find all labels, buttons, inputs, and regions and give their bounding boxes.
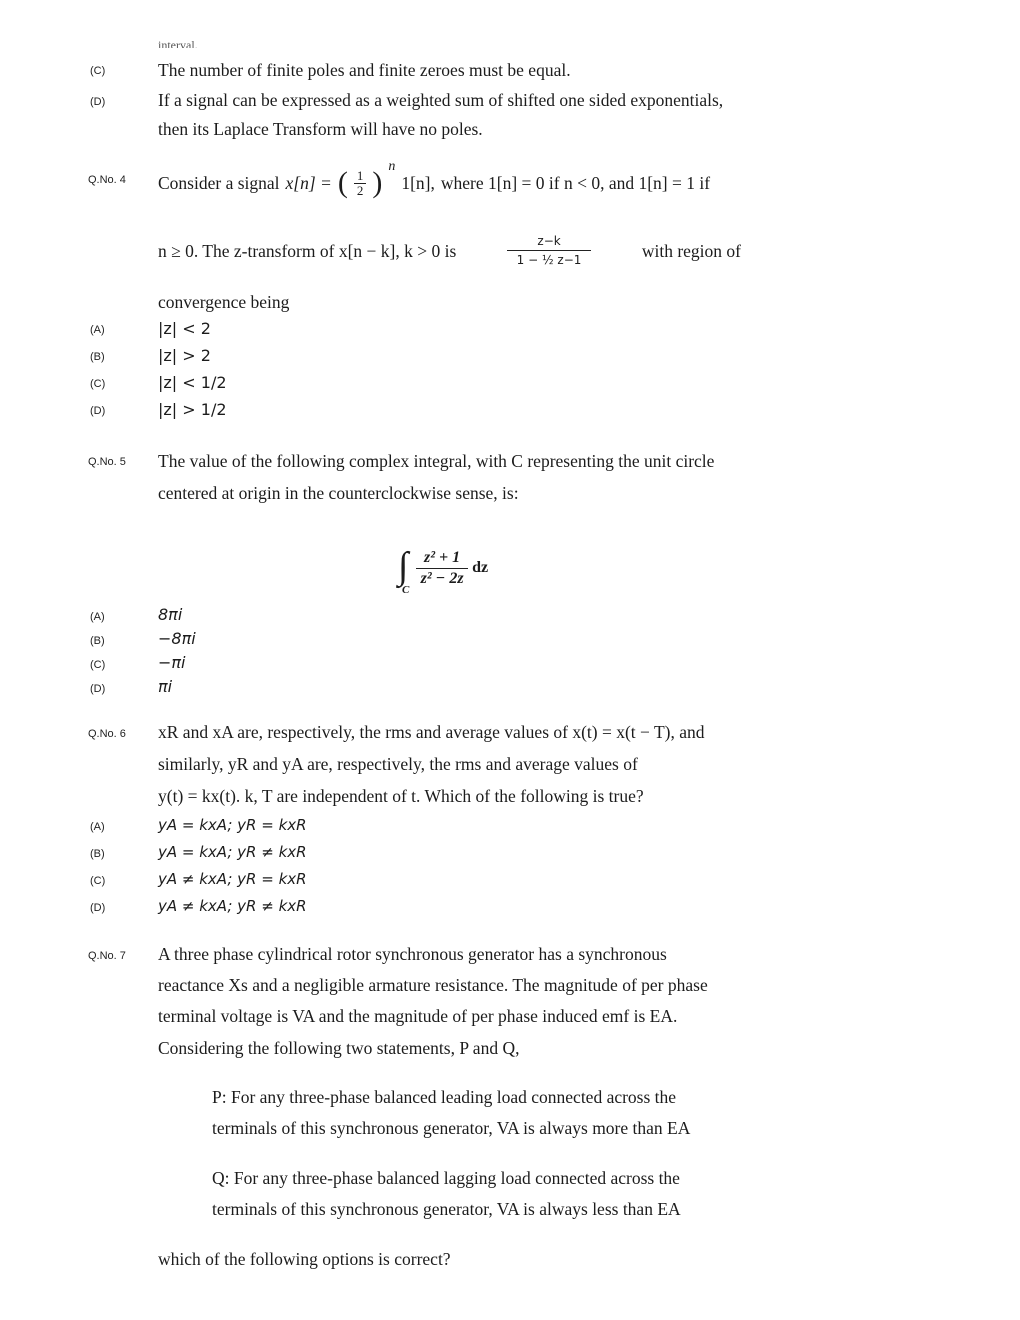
question-line: terminal voltage is VA and the magnitude of per phase induced emf is EA. [158,1006,678,1026]
q4-pre-text: Consider a signal [158,173,280,193]
question-line: similarly, yR and yA are, respectively, the rms and average values of [158,754,638,774]
option-text: yA ≠ kxA; yR = kxR [158,870,307,888]
option-text: then its Laplace Transform will have no poles. [158,119,483,139]
question-line: centered at origin in the counterclockwise sense, is: [158,483,519,503]
option-label: (C) [90,659,106,671]
question-closing: which of the following options is correct? [158,1249,451,1269]
q4-line2-pre: n ≥ 0. The z-transform of x[n − k], k > 0 is [158,240,457,261]
integral-subscript: C [402,584,410,596]
option-text: |z| > 2 [158,346,211,365]
paren-close: ) [372,166,383,199]
top-fragment: interval. [158,38,198,48]
integral-expression [398,540,488,596]
integrand-num: z² + 1 [416,548,468,569]
question-number: Q.No. 6 [88,728,126,740]
option-text: |z| < 1/2 [158,373,227,392]
where-clause: where 1[n] = 0 if n < 0, and 1[n] = 1 if [440,173,711,193]
option-label: (B) [90,848,105,860]
option-text: yA ≠ kxA; yR ≠ kxR [158,897,307,915]
question-number: Q.No. 4 [88,174,126,186]
q4-line2-post: with region of [641,240,741,261]
question-line: y(t) = kx(t). k, T are independent of t. Which of the following is true? [158,786,644,806]
option-text: |z| < 2 [158,319,211,338]
question-number: Q.No. 7 [88,950,126,962]
option-label: (A) [90,324,105,336]
half-den: 2 [356,182,364,198]
q4-signal-def: x[n] = [285,173,332,193]
option-text: If a signal can be expressed as a weighted sum of shifted one sided exponentials, [158,90,724,110]
exponent: n [388,159,396,174]
option-label: (C) [90,65,106,77]
unit-step: 1[n], [401,173,435,193]
option-label: (B) [90,351,105,363]
question-line: convergence being [158,292,290,312]
integral-sign: ∫ C [398,545,410,596]
option-text: yA = kxA; yR = kxR [158,816,307,834]
integrand-den: z² − 2z [420,569,464,587]
option-text: −8πi [158,629,196,648]
frac-num: z−k [507,232,590,251]
option-label: (A) [90,821,105,833]
question-number: Q.No. 5 [88,456,126,468]
option-label: (B) [90,635,105,647]
option-label: (C) [90,378,106,390]
statement-p: P: For any three-phase balanced leading load connected across the [212,1087,677,1107]
option-text: πi [158,677,173,696]
statement-q: Q: For any three-phase balanced lagging load connected across the [212,1168,680,1188]
option-label: (A) [90,611,105,623]
option-label: (D) [90,405,106,417]
option-label: (D) [90,902,106,914]
integral-dz: dz [472,559,489,576]
option-text: |z| > 1/2 [158,400,227,419]
question-line: The value of the following complex integral, with C representing the unit circle [158,451,715,471]
question-line [158,232,741,269]
half-fraction [354,169,367,198]
statement-q: terminals of this synchronous generator, VA is always less than EA [212,1199,681,1219]
integrand-fraction [416,548,468,589]
question-line: A three phase cylindrical rotor synchronous generator has a synchronous [158,944,667,964]
question-line: reactance Xs and a negligible armature resistance. The magnitude of per phase [158,975,708,995]
statement-p: terminals of this synchronous generator, VA is always more than EA [212,1118,691,1138]
option-text: yA = kxA; yR ≠ kxR [158,843,307,861]
option-text: 8πi [158,605,183,624]
frac-den: 1 − ½ z−1 [516,253,582,267]
z-transform-fraction [507,232,590,269]
option-label: (D) [90,683,106,695]
option-label: (C) [90,875,106,887]
option-label: (D) [90,96,106,108]
option-text: −πi [158,653,186,672]
option-text: The number of finite poles and finite zeroes must be equal. [158,60,571,80]
question-line [158,159,711,199]
half-num: 1 [354,169,367,184]
question-line: xR and xA are, respectively, the rms and average values of x(t) = x(t − T), and [158,722,705,742]
paren-open: ( [337,166,348,199]
question-line: Considering the following two statements, P and Q, [158,1038,520,1058]
